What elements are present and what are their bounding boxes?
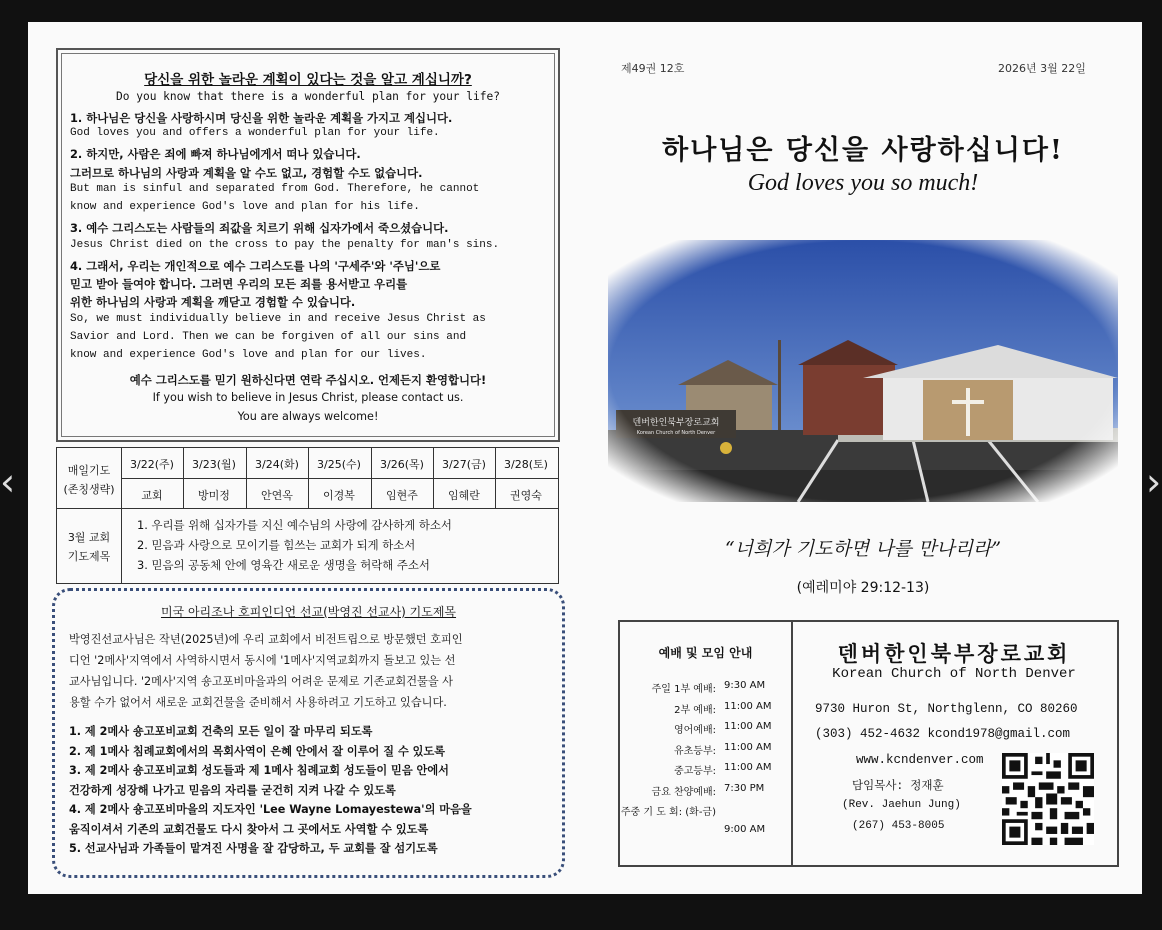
gospel-line: 위한 하나님의 사랑과 계획을 깨닫고 경험할 수 있습니다. xyxy=(70,295,356,309)
schedule-time: 7:30 PM xyxy=(724,782,765,794)
pastor-phone: (267) 453-8005 xyxy=(852,820,945,832)
gospel-line: So, we must individually believe in and receive Jesus Christ as xyxy=(70,313,486,325)
church-address: 9730 Huron St, Northglenn, CO 80260 xyxy=(815,702,1078,716)
schedule-label: 주일 1부 예배: xyxy=(651,684,716,695)
prayer-name: 임혜란 xyxy=(448,489,480,502)
prayer-name: 방미정 xyxy=(198,489,230,502)
gospel-line: know and experience God's love and plan for our lives. xyxy=(70,349,427,361)
schedule-row xyxy=(626,742,786,756)
prayer-row-label: 매일기도 xyxy=(67,464,111,477)
mission-prayer-item: 4. 제 2메사 숑고포비마을의 지도자인 'Lee Wayne Lomayestewa'의 마음을 xyxy=(69,803,472,816)
month-prayer-sublabel: 기도제목 xyxy=(67,550,111,563)
church-name-english: Korean Church of North Denver xyxy=(832,666,1076,682)
headline-english: God loves you so much! xyxy=(747,170,979,196)
qr-code[interactable] xyxy=(1002,750,1094,848)
prayer-date: 3/23(월) xyxy=(192,458,236,471)
gospel-line: know and experience God's love and plan for his life. xyxy=(70,201,420,213)
mission-prayer-item: 움직이셔서 기존의 교회건물도 다시 찾아서 그 곳에서도 사역할 수 있도록 xyxy=(69,822,429,836)
gospel-closing-en-1: If you wish to believe in Jesus Christ, please contact us. xyxy=(152,391,464,404)
prayer-request-2: 2. 믿음과 사랑으로 모이기를 힘쓰는 교회가 되게 하소서 xyxy=(137,538,416,552)
schedule-label: 중고등부: xyxy=(673,766,716,777)
verse-reference: (예레미야 29:12-13) xyxy=(796,580,930,596)
prayer-request-1: 1. 우리를 위해 십자가를 지신 예수님의 사랑에 감사하게 하소서 xyxy=(137,518,452,532)
verse-text: “너희가 기도하면 나를 만나리라” xyxy=(724,538,1002,560)
schedule-row xyxy=(626,762,786,776)
mission-intro-line: 교사님입니다. '2메사'지역 숑고포비마을과의 어려운 문제로 기존교회건물을 사 xyxy=(69,675,453,688)
schedule-row xyxy=(626,783,786,797)
gospel-title: 당신을 위한 놀라운 계획이 있다는 것을 알고 계십니까? xyxy=(144,72,472,88)
gospel-line: 1. 하나님은 당신을 사랑하시며 당신을 위한 놀라운 계획을 가지고 계십니다. xyxy=(70,111,453,125)
gospel-line: Jesus Christ died on the cross to pay the penalty for man's sins. xyxy=(70,239,500,251)
mission-intro-line: 용할 수가 없어서 새로운 교회건물을 준비해서 사용하려고 기도하고 있습니다. xyxy=(69,696,447,709)
schedule-time: 11:00 AM xyxy=(724,721,772,732)
prayer-name: 이경복 xyxy=(323,489,355,502)
church-phone-email: (303) 452-4632 kcond1978@gmail.com xyxy=(815,727,1071,741)
gospel-line: God loves you and offers a wonderful plan for your life. xyxy=(70,127,440,139)
prayer-name: 교회 xyxy=(141,489,163,502)
bulletin-date: 2026년 3월 22일 xyxy=(998,62,1086,75)
prayer-name: 권영숙 xyxy=(510,489,542,502)
church-name-korean: 덴버한인북부장로교회 xyxy=(837,642,1071,666)
schedule-label: 2부 예배: xyxy=(674,704,716,716)
prayer-row-sublabel: (존칭생략) xyxy=(63,483,115,496)
gospel-line: But man is sinful and separated from God. Therefore, he cannot xyxy=(70,183,480,195)
schedule-row xyxy=(620,803,786,818)
mission-intro-line: 박영진선교사님은 작년(2025년)에 우리 교회에서 비전트립으로 방문했던 호피인 xyxy=(69,633,463,646)
gospel-line: 3. 예수 그리스도는 사람들의 죄값을 치르기 위해 십자가에서 죽으셨습니다. xyxy=(70,221,449,235)
bulletin-page xyxy=(28,22,1142,894)
prayer-date: 3/25(수) xyxy=(317,458,361,471)
prayer-name: 임현주 xyxy=(386,489,418,502)
gospel-line: 2. 하지만, 사람은 죄에 빠져 하나님에게서 떠나 있습니다. xyxy=(70,147,361,161)
prayer-date: 3/28(토) xyxy=(504,458,548,471)
prev-page-arrow[interactable]: ‹ xyxy=(0,460,16,504)
gospel-closing-en-2: You are always welcome! xyxy=(237,410,379,423)
gospel-closing-ko: 예수 그리스도를 믿기 원하신다면 연락 주십시오. 언제든지 환영합니다! xyxy=(129,373,487,387)
next-page-arrow[interactable]: › xyxy=(1146,460,1162,504)
pastor-english-name: (Rev. Jaehun Jung) xyxy=(842,799,961,811)
gospel-panel xyxy=(56,48,560,442)
mission-prayer-item: 3. 제 2메사 숑고포비교회 성도들과 제 1메사 침례교회 성도들이 믿음 안에서 xyxy=(69,764,449,777)
schedule-time: 11:00 AM xyxy=(724,762,772,773)
prayer-name: 안연옥 xyxy=(261,489,293,502)
mission-prayer-item: 5. 선교사님과 가족들이 맡겨진 사명을 잘 감당하고, 두 교회를 잘 섬기도록 xyxy=(69,842,438,855)
gospel-line: Savior and Lord. Then we can be forgiven of all our sins and xyxy=(70,331,467,343)
schedule-label: 영어예배: xyxy=(673,725,716,736)
schedule-time: 11:00 AM xyxy=(724,700,772,712)
schedule-label: 금요 찬양예배: xyxy=(651,786,716,798)
prayer-date: 3/27(금) xyxy=(442,458,486,471)
schedule-title: 예배 및 모임 안내 xyxy=(658,646,753,660)
mission-prayer-box xyxy=(52,588,565,878)
schedule-row xyxy=(626,680,786,694)
issue-number: 제49권 12호 xyxy=(621,62,685,75)
headline-korean: 하나님은 당신을 사랑하십니다! xyxy=(662,135,1064,166)
church-building-photo xyxy=(608,240,1118,502)
prayer-date: 3/26(목) xyxy=(380,458,424,471)
schedule-row xyxy=(626,701,786,715)
mission-prayer-item: 2. 제 1메사 침례교회에서의 목회사역이 은혜 안에서 잘 이루어 질 수 있도록 xyxy=(69,744,446,758)
schedule-label: 유초등부: xyxy=(673,745,716,757)
daily-prayer-table xyxy=(56,447,559,584)
prayer-date: 3/24(화) xyxy=(255,458,299,471)
gospel-line: 믿고 받아 들여야 합니다. 그러면 우리의 모든 죄를 용서받고 우리를 xyxy=(70,277,408,291)
gospel-line: 그러므로 하나님의 사랑과 계획을 알 수도 없고, 경험할 수도 없습니다. xyxy=(70,166,423,180)
mission-intro-line: 디언 '2메사'지역에서 사역하시면서 동시에 '1메사'지역교회까지 돌보고 있는 선 xyxy=(69,654,456,667)
schedule-label: 주중 기 도 회: (화-금) xyxy=(620,807,716,818)
church-website[interactable]: www.kcndenver.com xyxy=(856,753,984,767)
prayer-request-3: 3. 믿음의 공동체 안에 영육간 새로운 생명을 허락해 주소서 xyxy=(137,558,430,572)
schedule-time: 9:30 AM xyxy=(724,680,766,691)
gospel-line: 4. 그래서, 우리는 개인적으로 예수 그리스도를 나의 '구세주'와 '주님'으로 xyxy=(70,259,441,273)
month-prayer-label: 3월 교회 xyxy=(67,531,111,544)
schedule-time: 9:00 AM xyxy=(724,823,766,835)
mission-prayer-item: 건강하게 성장해 나가고 믿음의 자리를 굳건히 지켜 나갈 수 있도록 xyxy=(69,783,396,797)
gospel-subtitle: Do you know that there is a wonderful plan for your life? xyxy=(116,90,500,103)
mission-prayer-item: 1. 제 2메사 숑고포비교회 건축의 모든 일이 잘 마무리 되도록 xyxy=(69,725,373,738)
pastor-label: 담임목사: 정재훈 xyxy=(852,780,944,793)
mission-title: 미국 아리조나 호피인디언 선교(박영진 선교사) 기도제목 xyxy=(160,605,457,619)
church-info-box xyxy=(618,620,1119,867)
prayer-date: 3/22(주) xyxy=(130,458,174,471)
schedule-row xyxy=(626,721,786,735)
schedule-time: 11:00 AM xyxy=(724,741,772,753)
schedule-row xyxy=(626,824,786,838)
